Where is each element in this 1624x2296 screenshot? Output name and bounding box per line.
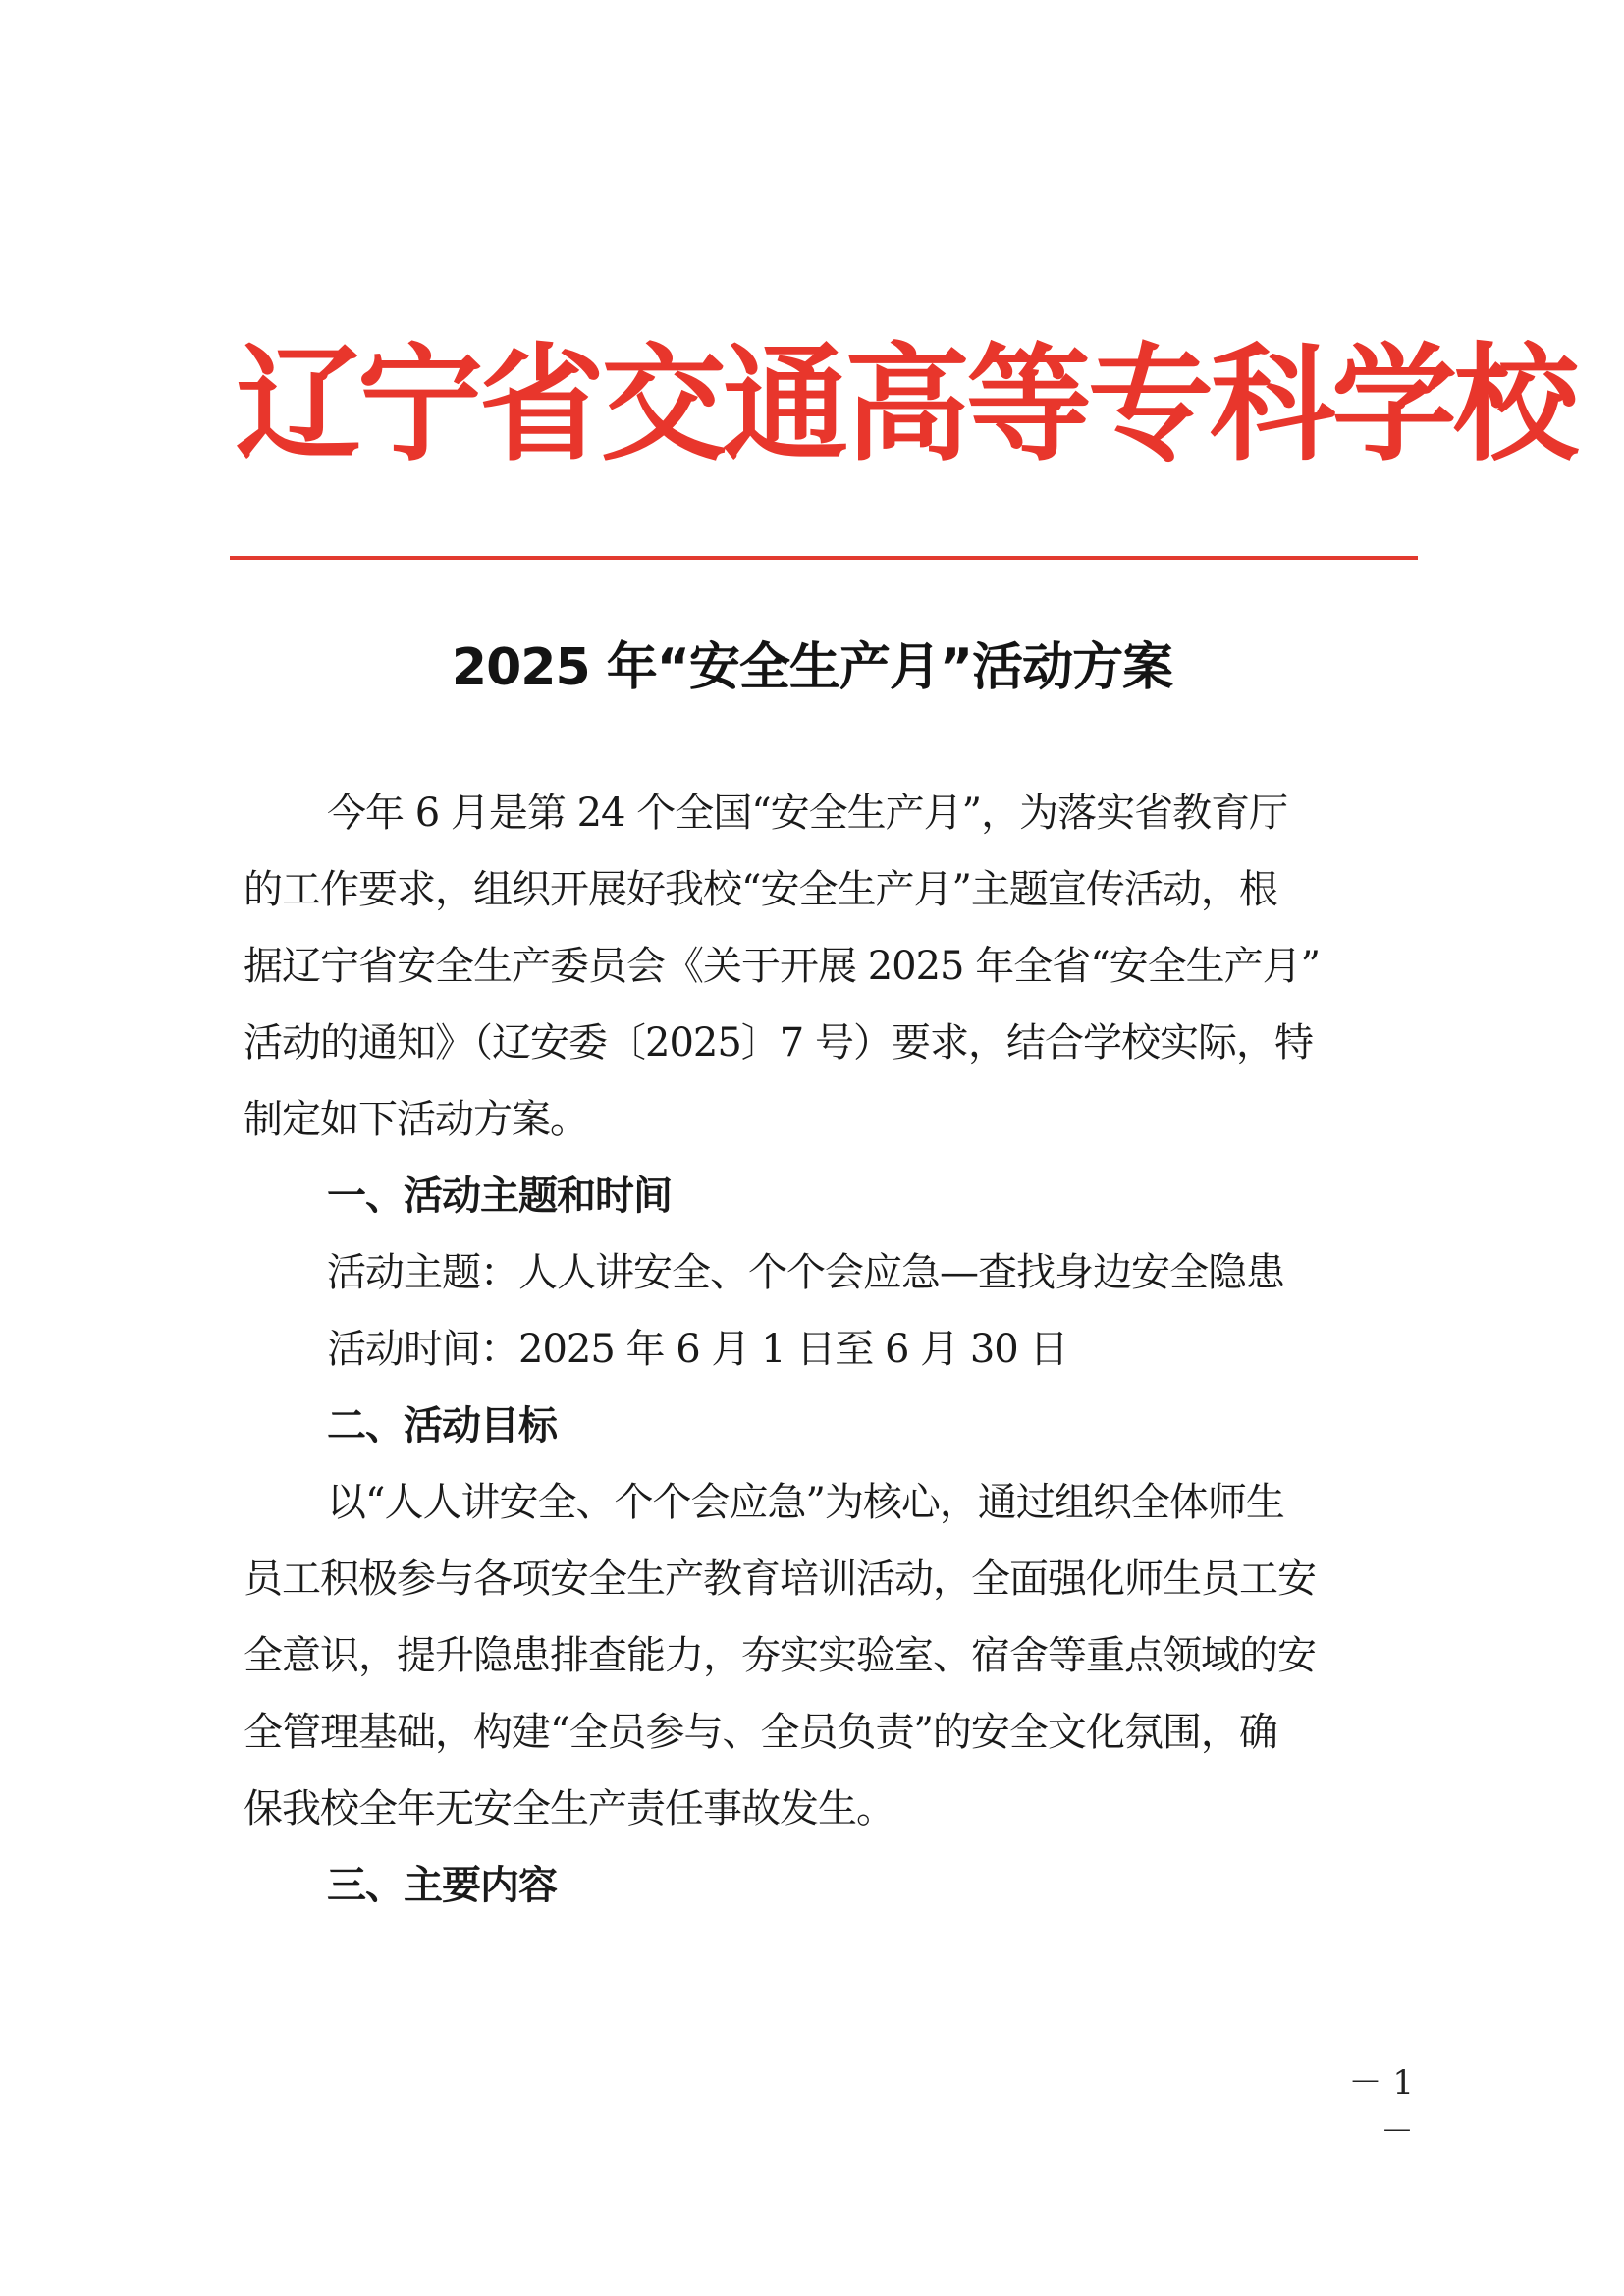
- letterhead-divider: [230, 556, 1418, 560]
- goals-line: 以“人人讲安全、个个会应急”为核心，通过组织全体师生: [327, 1480, 1284, 1525]
- intro-line: 的工作要求，组织开展好我校“安全生产月”主题宣传活动，根: [244, 867, 1277, 912]
- intro-line: 今年 6 月是第 24 个全国“安全生产月”，为落实省教育厅: [327, 791, 1288, 836]
- goals-line: 保我校全年无安全生产责任事故发生。: [244, 1786, 894, 1831]
- intro-line: 活动的通知》（辽安委〔2025〕7 号）要求，结合学校实际，特: [244, 1020, 1313, 1066]
- document-title: 2025 年“安全生产月”活动方案: [451, 638, 1173, 697]
- activity-time: 活动时间：2025 年 6 月 1 日至 6 月 30 日: [327, 1327, 1068, 1372]
- intro-line: 据辽宁省安全生产委员会《关于开展 2025 年全省“安全生产月”: [244, 944, 1321, 989]
- section-heading-main-content: 三、主要内容: [327, 1863, 557, 1908]
- intro-line: 制定如下活动方案。: [244, 1097, 588, 1142]
- section-heading-goals: 二、活动目标: [327, 1403, 557, 1449]
- page-number: － 1 －: [1348, 2063, 1414, 2152]
- letterhead-org-name: 辽宁省交通高等专科学校: [236, 332, 1576, 478]
- goals-line: 全意识，提升隐患排查能力，夯实实验室、宿舍等重点领域的安: [244, 1633, 1316, 1678]
- section-heading-theme-time: 一、活动主题和时间: [327, 1174, 672, 1219]
- activity-theme: 活动主题：人人讲安全、个个会应急—查找身边安全隐患: [327, 1250, 1284, 1295]
- goals-line: 全管理基础，构建“全员参与、全员负责”的安全文化氛围，确: [244, 1710, 1277, 1755]
- goals-line: 员工积极参与各项安全生产教育培训活动，全面强化师生员工安: [244, 1557, 1316, 1602]
